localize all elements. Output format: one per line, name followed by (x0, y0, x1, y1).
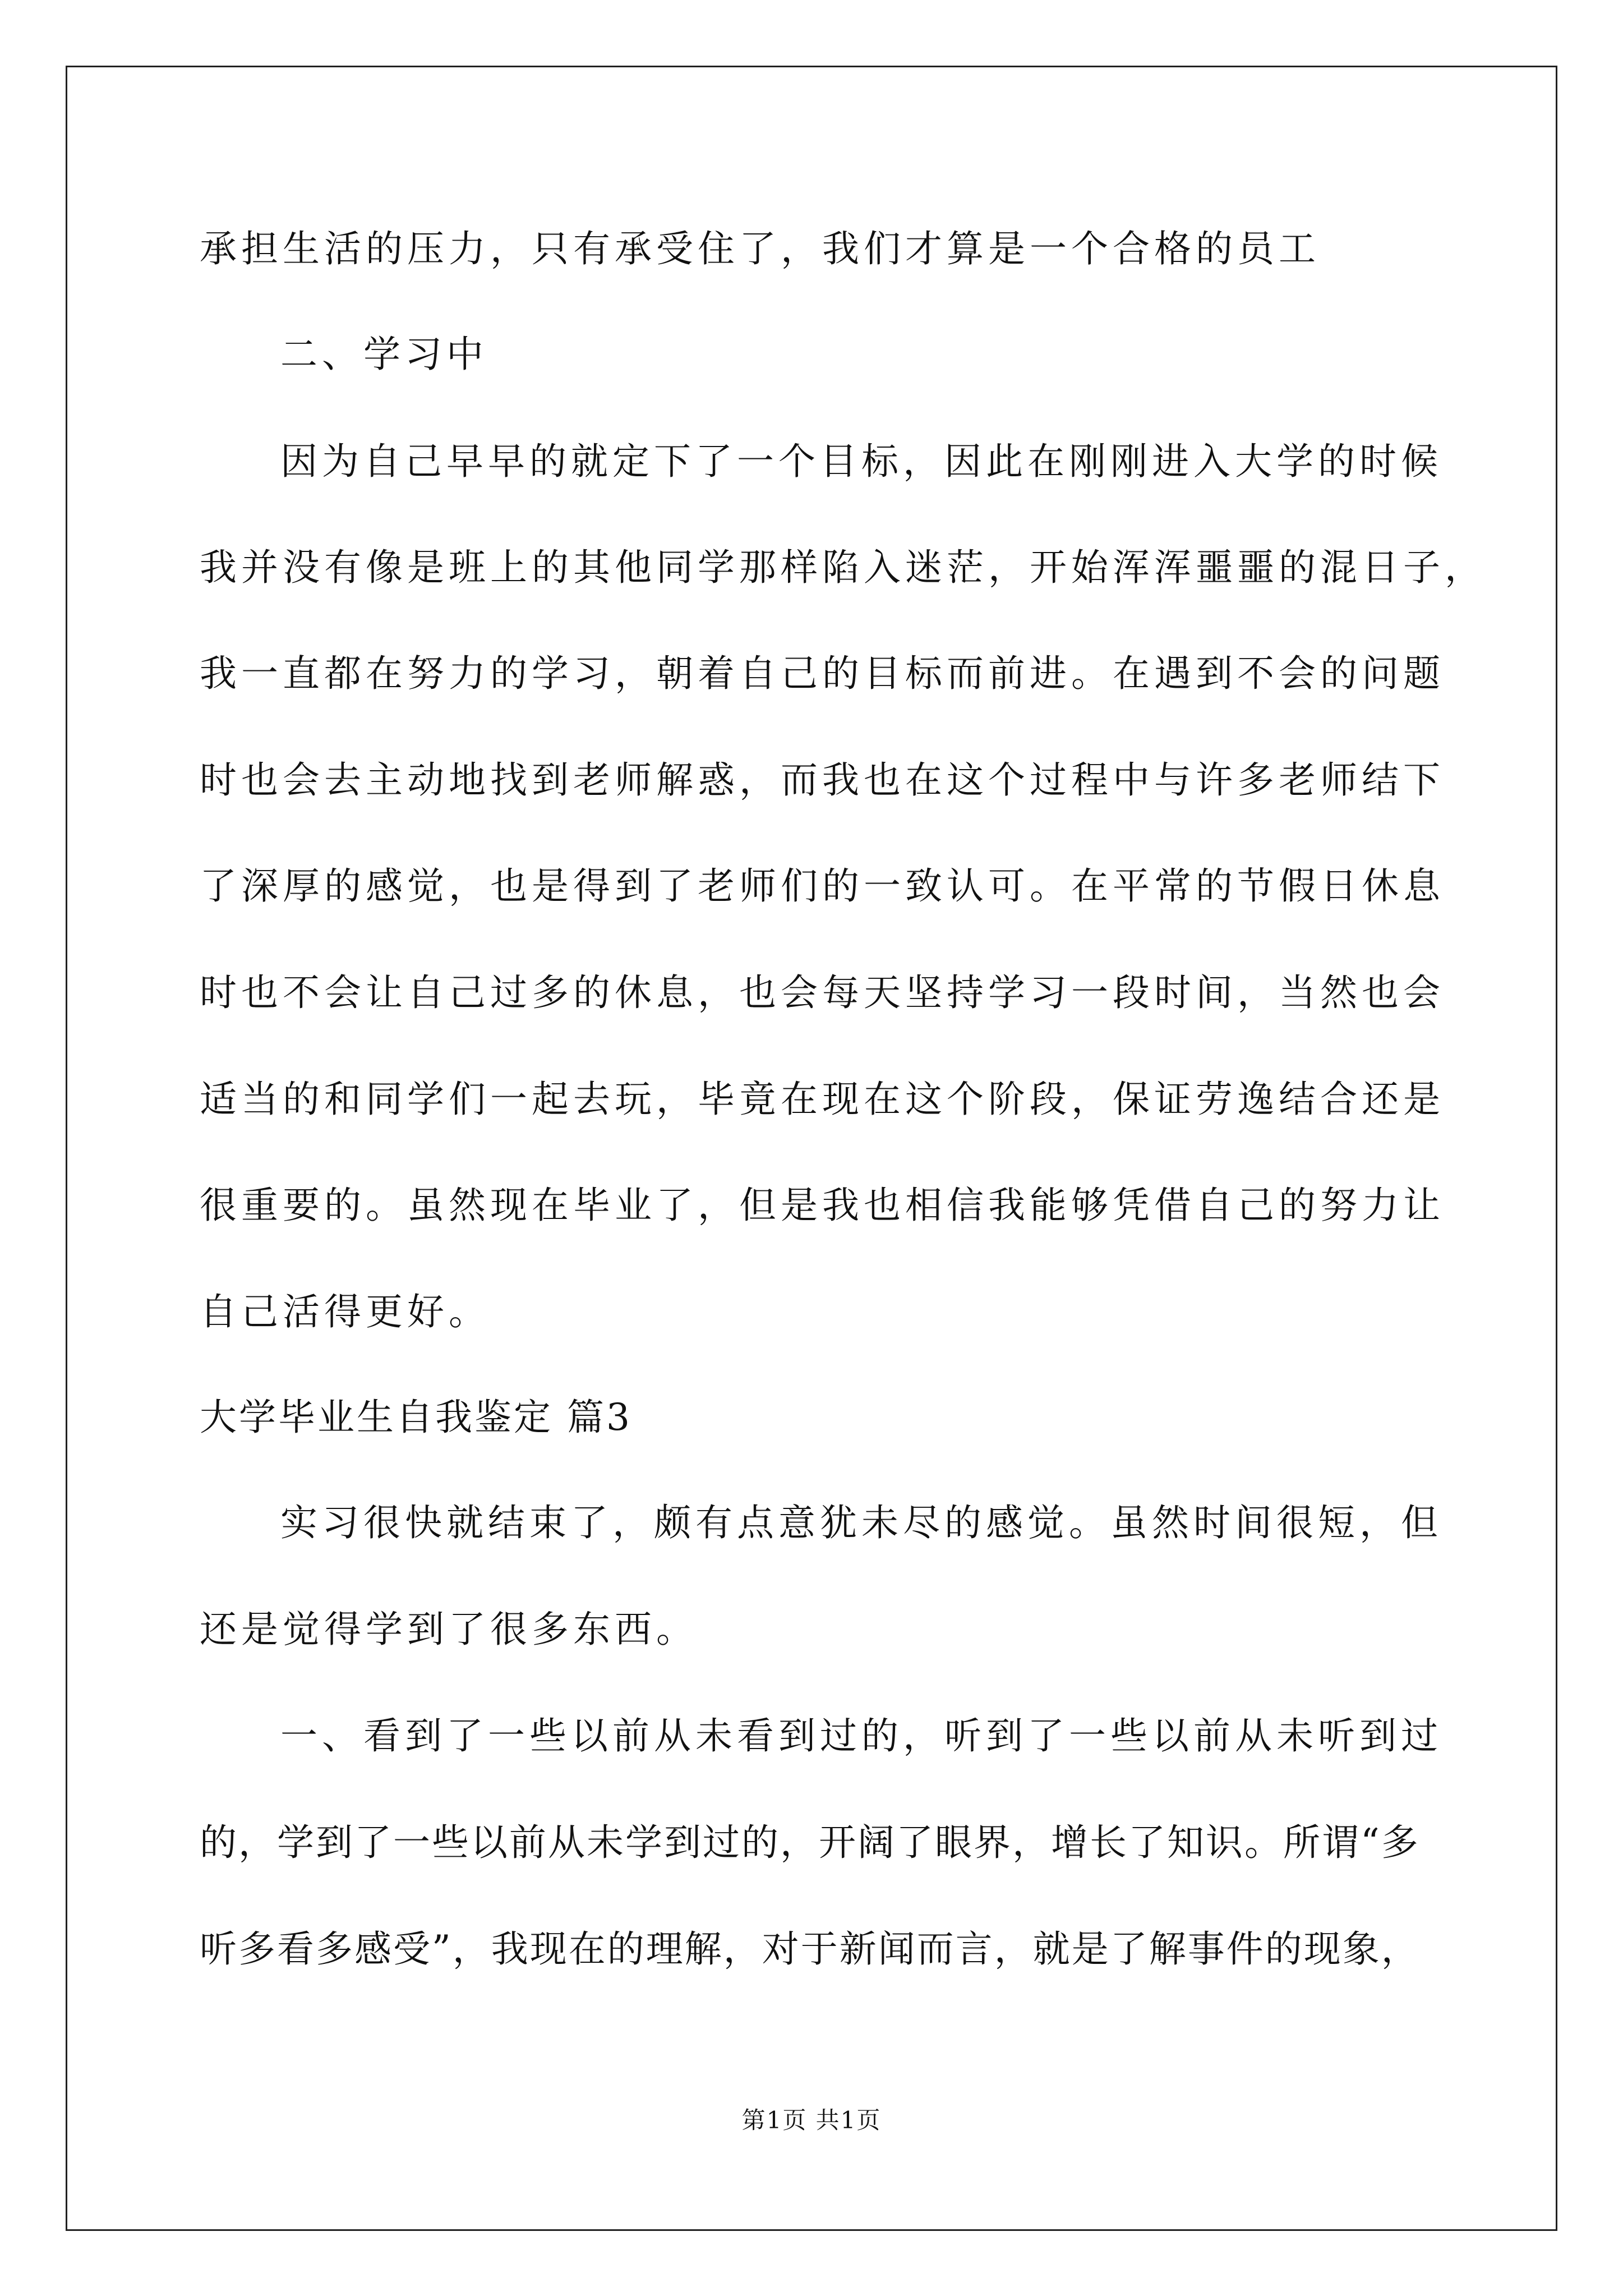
page-border (66, 66, 1557, 2231)
text-line: 听多看多感受”，我现在的理解，对于新闻而言，就是了解事件的现象， (200, 1927, 1420, 1971)
text-line: 很重要的。虽然现在毕业了，但是我也相信我能够凭借自己的努力让 (200, 1184, 1445, 1227)
text-line: 自己活得更好。 (200, 1290, 490, 1333)
text-line: 了深厚的感觉，也是得到了老师们的一致认可。在平常的节假日休息 (200, 864, 1445, 908)
text-line: 时也不会让自己过多的休息，也会每天坚持学习一段时间，当然也会 (200, 971, 1445, 1014)
section-heading: 二、学习中 (280, 333, 488, 376)
text-line: 因为自己早早的就定下了一个目标，因此在刚刚进入大学的时候 (280, 440, 1442, 483)
text-line: 承担生活的压力，只有承受住了，我们才算是一个合格的员工 (200, 227, 1320, 270)
text-line: 我并没有像是班上的其他同学那样陷入迷茫，开始浑浑噩噩的混日子， (200, 546, 1486, 589)
text-line: 还是觉得学到了很多东西。 (200, 1608, 698, 1651)
text-line: 适当的和同学们一起去玩，毕竟在现在这个阶段，保证劳逸结合还是 (200, 1078, 1445, 1121)
text-line: 时也会去主动地找到老师解惑，而我也在这个过程中与许多老师结下 (200, 758, 1445, 802)
text-line: 的，学到了一些以前从未学到过的，开阔了眼界，增长了知识。所谓“多 (200, 1821, 1420, 1864)
article-title: 大学毕业生自我鉴定 篇3 (200, 1396, 632, 1439)
text-line: 我一直都在努力的学习，朝着自己的目标而前进。在遇到不会的问题 (200, 652, 1445, 695)
text-line: 一、看到了一些以前从未看到过的，听到了一些以前从未听到过 (280, 1714, 1442, 1757)
text-line: 实习很快就结束了，颇有点意犹未尽的感觉。虽然时间很短，但 (280, 1501, 1442, 1544)
page-footer: 第1页 共1页 (741, 2106, 882, 2134)
